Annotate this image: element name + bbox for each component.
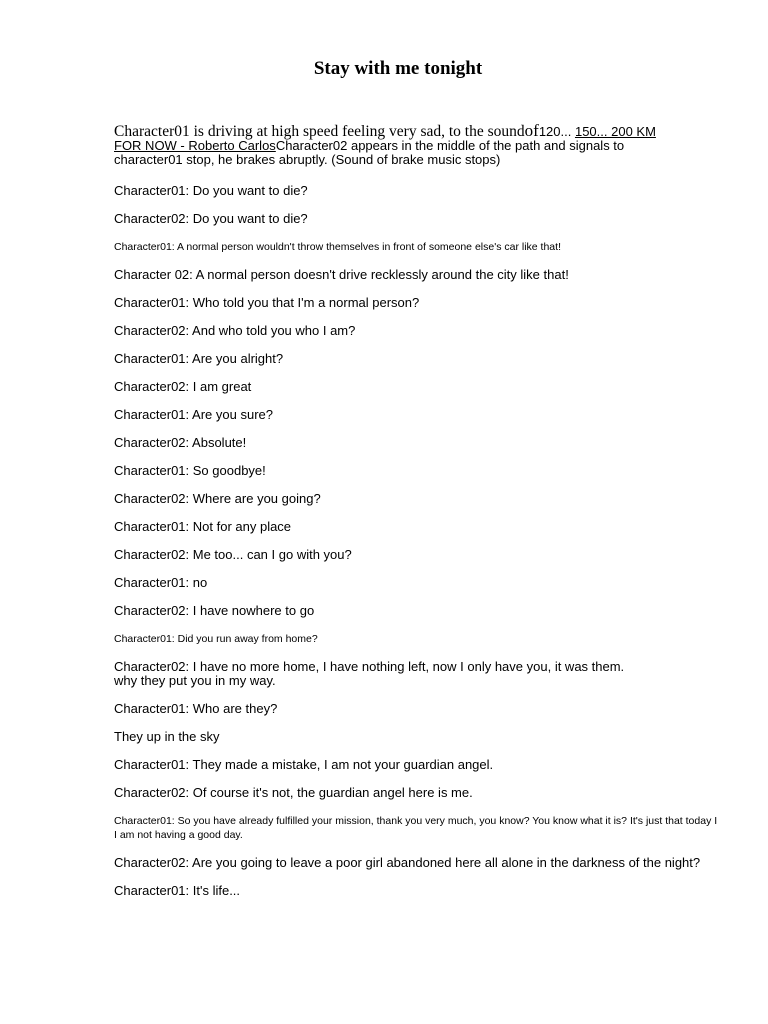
document-title: Stay with me tonight — [313, 58, 483, 79]
dialogue-line: Character01: Are you alright? — [114, 351, 284, 366]
dialogue-line: Character02: I am great — [114, 379, 252, 394]
dialogue-line: Character02: Absolute! — [114, 435, 247, 450]
intro-text-appears: Character02 appears in the middle of the path and signals to — [275, 138, 625, 153]
dialogue-line: Character02: Do you want to die? — [114, 211, 308, 226]
dialogue-line: why they put you in my way. — [114, 673, 276, 688]
intro-line-2 — [114, 139, 674, 153]
intro-line-3: character01 stop, he brakes abruptly. (Sound of brake music stops) — [114, 152, 501, 167]
dialogue-line: Character01: Who told you that I'm a normal person? — [114, 295, 420, 310]
dialogue-line: Character 02: A normal person doesn't drive recklessly around the city like that! — [114, 267, 569, 282]
song-link-part-1[interactable]: 150... 200 KM — [574, 124, 656, 139]
dialogue-line: Character01: no — [114, 575, 208, 590]
dialogue-line: Character01: Do you want to die? — [114, 183, 308, 198]
song-link-part-2[interactable]: FOR NOW - Roberto Carlos — [114, 138, 276, 153]
dialogue-line: Character01: It's life... — [114, 883, 241, 898]
dialogue-line: Character02: I have nowhere to go — [114, 603, 315, 618]
dialogue-line: I am not having a good day. — [114, 829, 243, 841]
dialogue-line: They up in the sky — [114, 729, 220, 744]
dialogue-line: Character02: Are you going to leave a poor girl abandoned here all alone in the darkness of the night? — [114, 855, 701, 870]
intro-text-speed: 120... — [538, 124, 575, 139]
dialogue-line: Character01: A normal person wouldn't throw themselves in front of someone else's car like that! — [114, 241, 561, 253]
dialogue-line: Character01: Not for any place — [114, 519, 292, 534]
dialogue-line: Character02: And who told you who I am? — [114, 323, 356, 338]
dialogue-line: Character01: Are you sure? — [114, 407, 273, 422]
dialogue-line: Character01: So you have already fulfilled your mission, thank you very much, you know? You know what it is? It's just that today I — [114, 815, 718, 827]
dialogue-line: Character01: So goodbye! — [114, 463, 266, 478]
dialogue-line: Character02: I have no more home, I have nothing left, now I only have you, it was them. — [114, 659, 625, 674]
intro-text-serif: Character01 is driving at high speed feeling very sad, to the sound — [114, 123, 525, 140]
intro-text-of: of — [524, 121, 539, 140]
intro-line-1 — [114, 121, 674, 140]
dialogue-line: Character01: Did you run away from home? — [114, 633, 318, 645]
dialogue-line: Character02: Me too... can I go with you? — [114, 547, 352, 562]
dialogue-line: Character01: They made a mistake, I am not your guardian angel. — [114, 757, 494, 772]
intro-paragraph — [114, 121, 674, 167]
dialogue-line: Character02: Where are you going? — [114, 491, 321, 506]
dialogue-line: Character01: Who are they? — [114, 701, 278, 716]
dialogue-line: Character02: Of course it's not, the guardian angel here is me. — [114, 785, 473, 800]
